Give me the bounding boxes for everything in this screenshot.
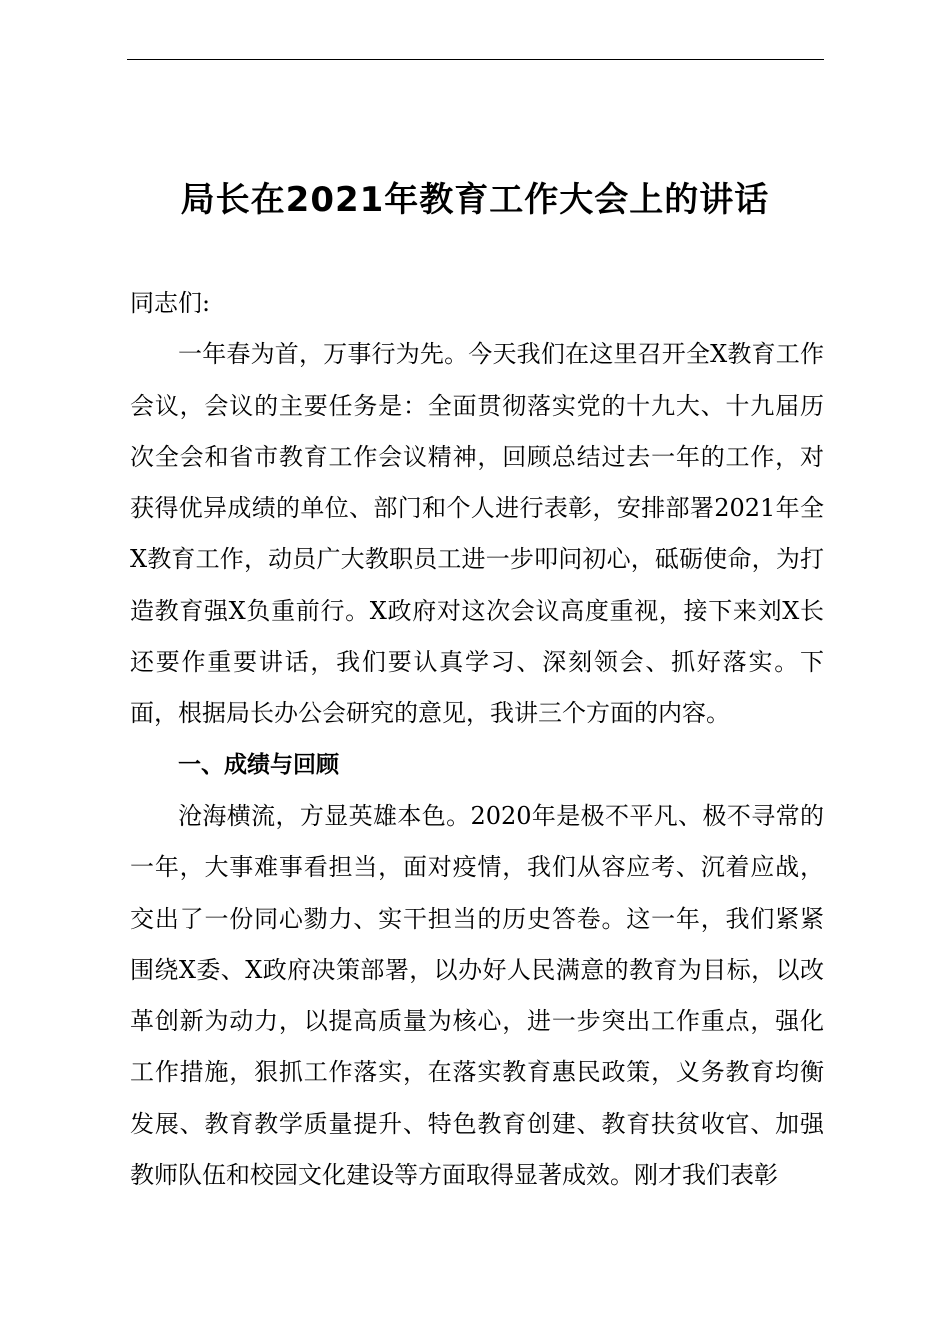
document-title: 局长在2021年教育工作大会上的讲话 [180, 180, 770, 220]
salutation: 同志们: [130, 289, 211, 317]
document-body [130, 278, 824, 1201]
body-paragraph: 沧海横流，方显英雄本色。2020年是极不平凡、极不寻常的一年，大事难事看担当，面对疫情，我们从容应考、沉着应战，交出了一份同心勠力、实干担当的历史答卷。这一年，我们紧紧围绕X委、X政府决策部署，以办好人民满意的教育为目标，以改革创新为动力，以提高质量为核心，进一步突出工作重点，强化工作措施，狠抓工作落实，在落实教育惠民政策，义务教育均衡发展、教育教学质量提升、特色教育创建、教育扶贫收官、加强教师队伍和校园文化建设等方面取得显著成效。刚才我们表彰 [130, 801, 824, 1190]
section-heading: 一、成绩与回顾 [178, 751, 339, 778]
body-paragraph: 一年春为首，万事行为先。今天我们在这里召开全X教育工作会议，会议的主要任务是：全面贯彻落实党的十九大、十九届历次全会和省市教育工作会议精神，回顾总结过去一年的工作，对获得优异成绩的单位、部门和个人进行表彰，安排部署2021年全X教育工作，动员广大教职员工进一步叩问初心，砥砺使命，为打造教育强X负重前行。X政府对这次会议高度重视，接下来刘X长还要作重要讲话，我们要认真学习、深刻领会、抓好落实。下面，根据局长办公会研究的意见，我讲三个方面的内容。 [130, 340, 824, 728]
header-rule [127, 59, 824, 60]
